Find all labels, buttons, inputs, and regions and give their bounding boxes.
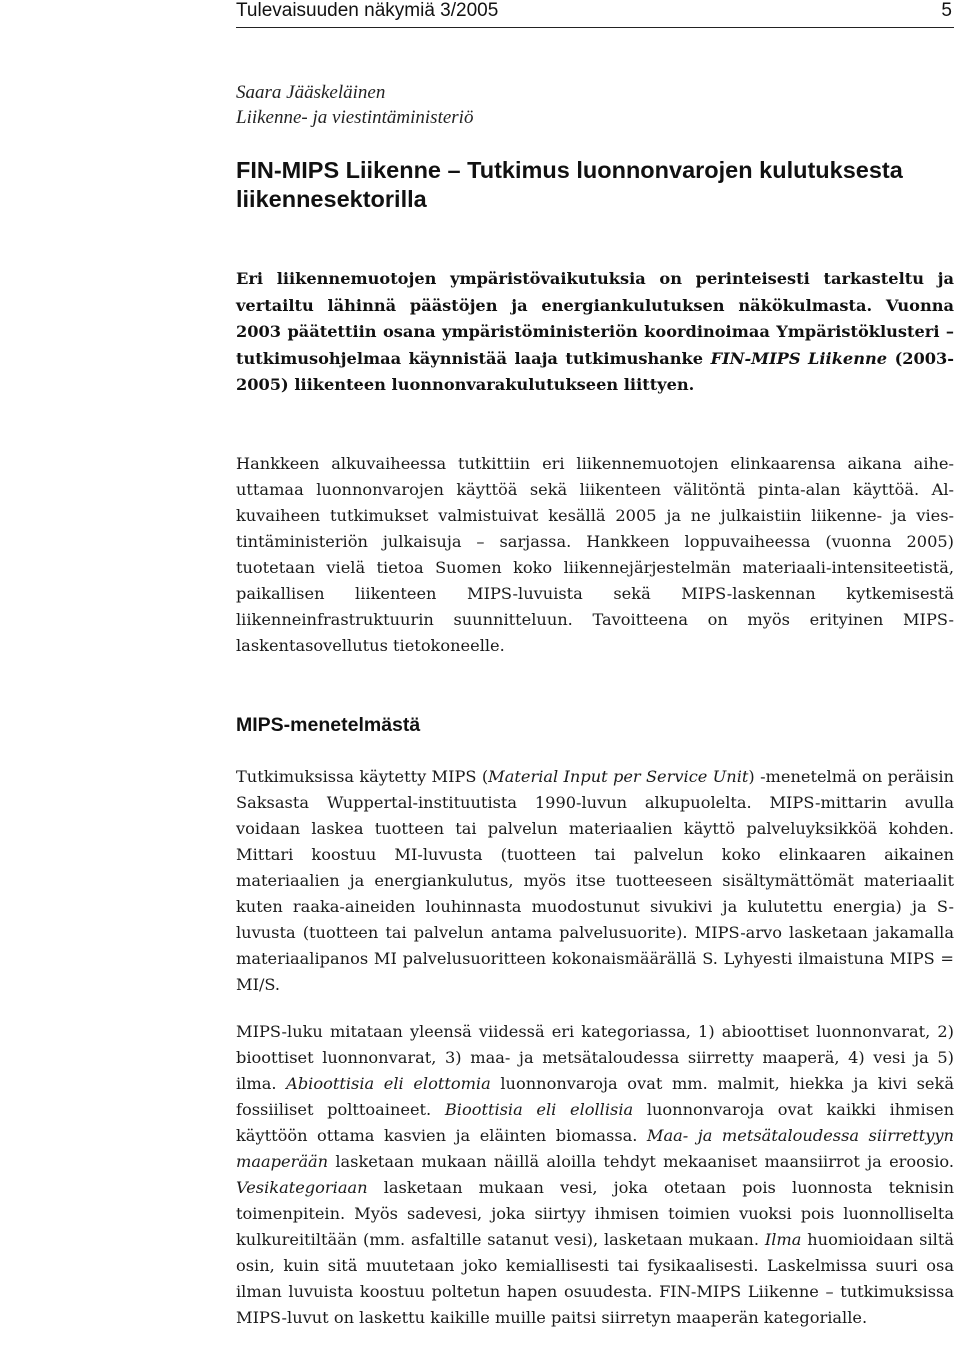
section-heading: MIPS-menetelmästä xyxy=(236,714,421,736)
lead-text-1: Eri liikennemuotojen ympäristövaikutuksia on perinteisesti tarkasteltu ja vertailtu lähinnä päästöjen ja energiankulutuksen näkökulmasta. Vuonna 2003 päätettiin osana ympäristöministeriön koordinoimaa Ympäristöklusteri – tutkimusohjelmaa käynnistää laaja tutkimushanke xyxy=(236,269,954,368)
p3-text-g: lasketaan mukaan näillä aloilla tehdyt mekaaniset maansiirrot ja eroosio. xyxy=(335,1152,954,1171)
author-affiliation: Liikenne- ja viestintäministeriö xyxy=(236,107,474,128)
p3-text-k: huomioidaan siltä osin, kuin sitä muutetaan joko kemiallisesti tai fysikaalisesti. Laskelmissa suuri osa ilman luvuista koostuu poltetun hapen osuudesta. FIN-MIPS Liikenne – tutkimuksissa MIPS-luvut on laskettu kaikille muille paitsi siirretyn maaperän kategorialle. xyxy=(236,1230,954,1327)
lead-text-2: (2003-2005) liikenteen luonnonvarakulutukseen liittyen. xyxy=(236,348,955,394)
author-block xyxy=(236,80,954,130)
page-number: 5 xyxy=(941,0,952,21)
p3-term-water: Vesikategoriaan xyxy=(236,1178,368,1197)
article-title: FIN-MIPS Liikenne – Tutkimus luonnonvarojen kulutuksesta liikennesektorilla xyxy=(236,157,903,212)
body-paragraph-1: Hankkeen alkuvaiheessa tutkittiin eri liikennemuotojen elinkaarensa aikana aiheuttamaa luonnonvarojen käyttöä sekä liikenteen välitöntä pinta-alan käyttöä. Alkuvaiheen tutkimukset valmistuivat kesällä 2005 ja ne julkaistiin liikenne- ja viestintäministeriön julkaisuja – sarjassa. Hankkeen loppuvaiheessa (vuonna 2005) tuotetaan vielä tietoa Suomen koko liikennejärjestelmän materiaali-intensiteetistä, paikallisen liikenteen MIPS-luvuista sekä MIPS-laskennan kytkemisestä liikenneinfrastruktuurin suunnitteluun. Tavoitteena on myös erityinen MIPS-laskentasovellutus tietokoneelle. xyxy=(236,454,954,655)
lead-paragraph xyxy=(236,266,954,399)
body-paragraph-2 xyxy=(236,764,954,998)
author-name: Saara Jääskeläinen xyxy=(236,82,386,103)
p2-term: Material Input per Service Unit xyxy=(488,767,749,786)
project-name: FIN-MIPS Liikenne xyxy=(710,348,888,368)
p3-term-abiotic: Abioottisia eli elottomia xyxy=(286,1074,491,1093)
p3-text-a: MIPS-luku mitataan yleensä viidessä eri kategoriassa, 1) abioottiset luonnonvarat, 2) bioottiset luonnonvarat, 3) maa- ja metsätaloudessa siirretty maaperä, 4) vesi ja 5) ilma. xyxy=(236,1022,954,1093)
p3-text-c: luonnonvaroja ovat mm. malmit, hiekka ja kivi sekä fossiiliset polttoaineet. xyxy=(236,1074,954,1119)
body-paragraph-3 xyxy=(236,1019,954,1331)
running-header xyxy=(236,0,954,28)
p3-term-biotic: Bioottisia eli elollisia xyxy=(444,1100,634,1119)
p3-text-i: lasketaan mukaan vesi, joka otetaan pois luonnosta teknisin toimenpitein. Myös sadevesi, joka siirtyy ihmisen toimien vuoksi pois luonnolliselta kulkureitiltään (mm. asfaltille satanut vesi), lasketaan mukaan. xyxy=(236,1178,954,1249)
p2-text-c: ) -menetelmä on peräisin Saksasta Wuppertal-instituutista 1990-luvun alkupuolelta. MIPS-mittarin avulla voidaan laskea tuotteen tai palvelun materiaalien käyttö palveluyksikköä kohden. Mittari koostuu MI-luvusta (tuotteen tai palvelun koko elinkaaren aikainen materiaalien ja energiankulutus, myös itse tuotteeseen sisältymättömät materiaalit kuten raaka-aineiden louhinnasta muodostunut sivukivi ja kulutettu energia) ja S-luvusta (tuotteen tai palvelun antama palvelusuorite). MIPS-arvo lasketaan jakamalla materiaalipanos MI palvelusuoritteen kokonaismäärällä S. Lyhyesti ilmaistuna MIPS = MI/S. xyxy=(236,767,954,994)
p3-term-air: Ilma xyxy=(764,1230,802,1249)
p3-term-soil: Maa- ja metsätaloudessa siirrettyyn maaperään xyxy=(236,1126,954,1171)
p2-text-a: Tutkimuksissa käytetty MIPS ( xyxy=(236,767,489,786)
publication-title: Tulevaisuuden näkymiä 3/2005 xyxy=(236,0,499,21)
p3-text-e: luonnonvaroja ovat kaikki ihmisen käyttöön ottama kasvien ja eläinten biomassa. xyxy=(236,1100,955,1145)
